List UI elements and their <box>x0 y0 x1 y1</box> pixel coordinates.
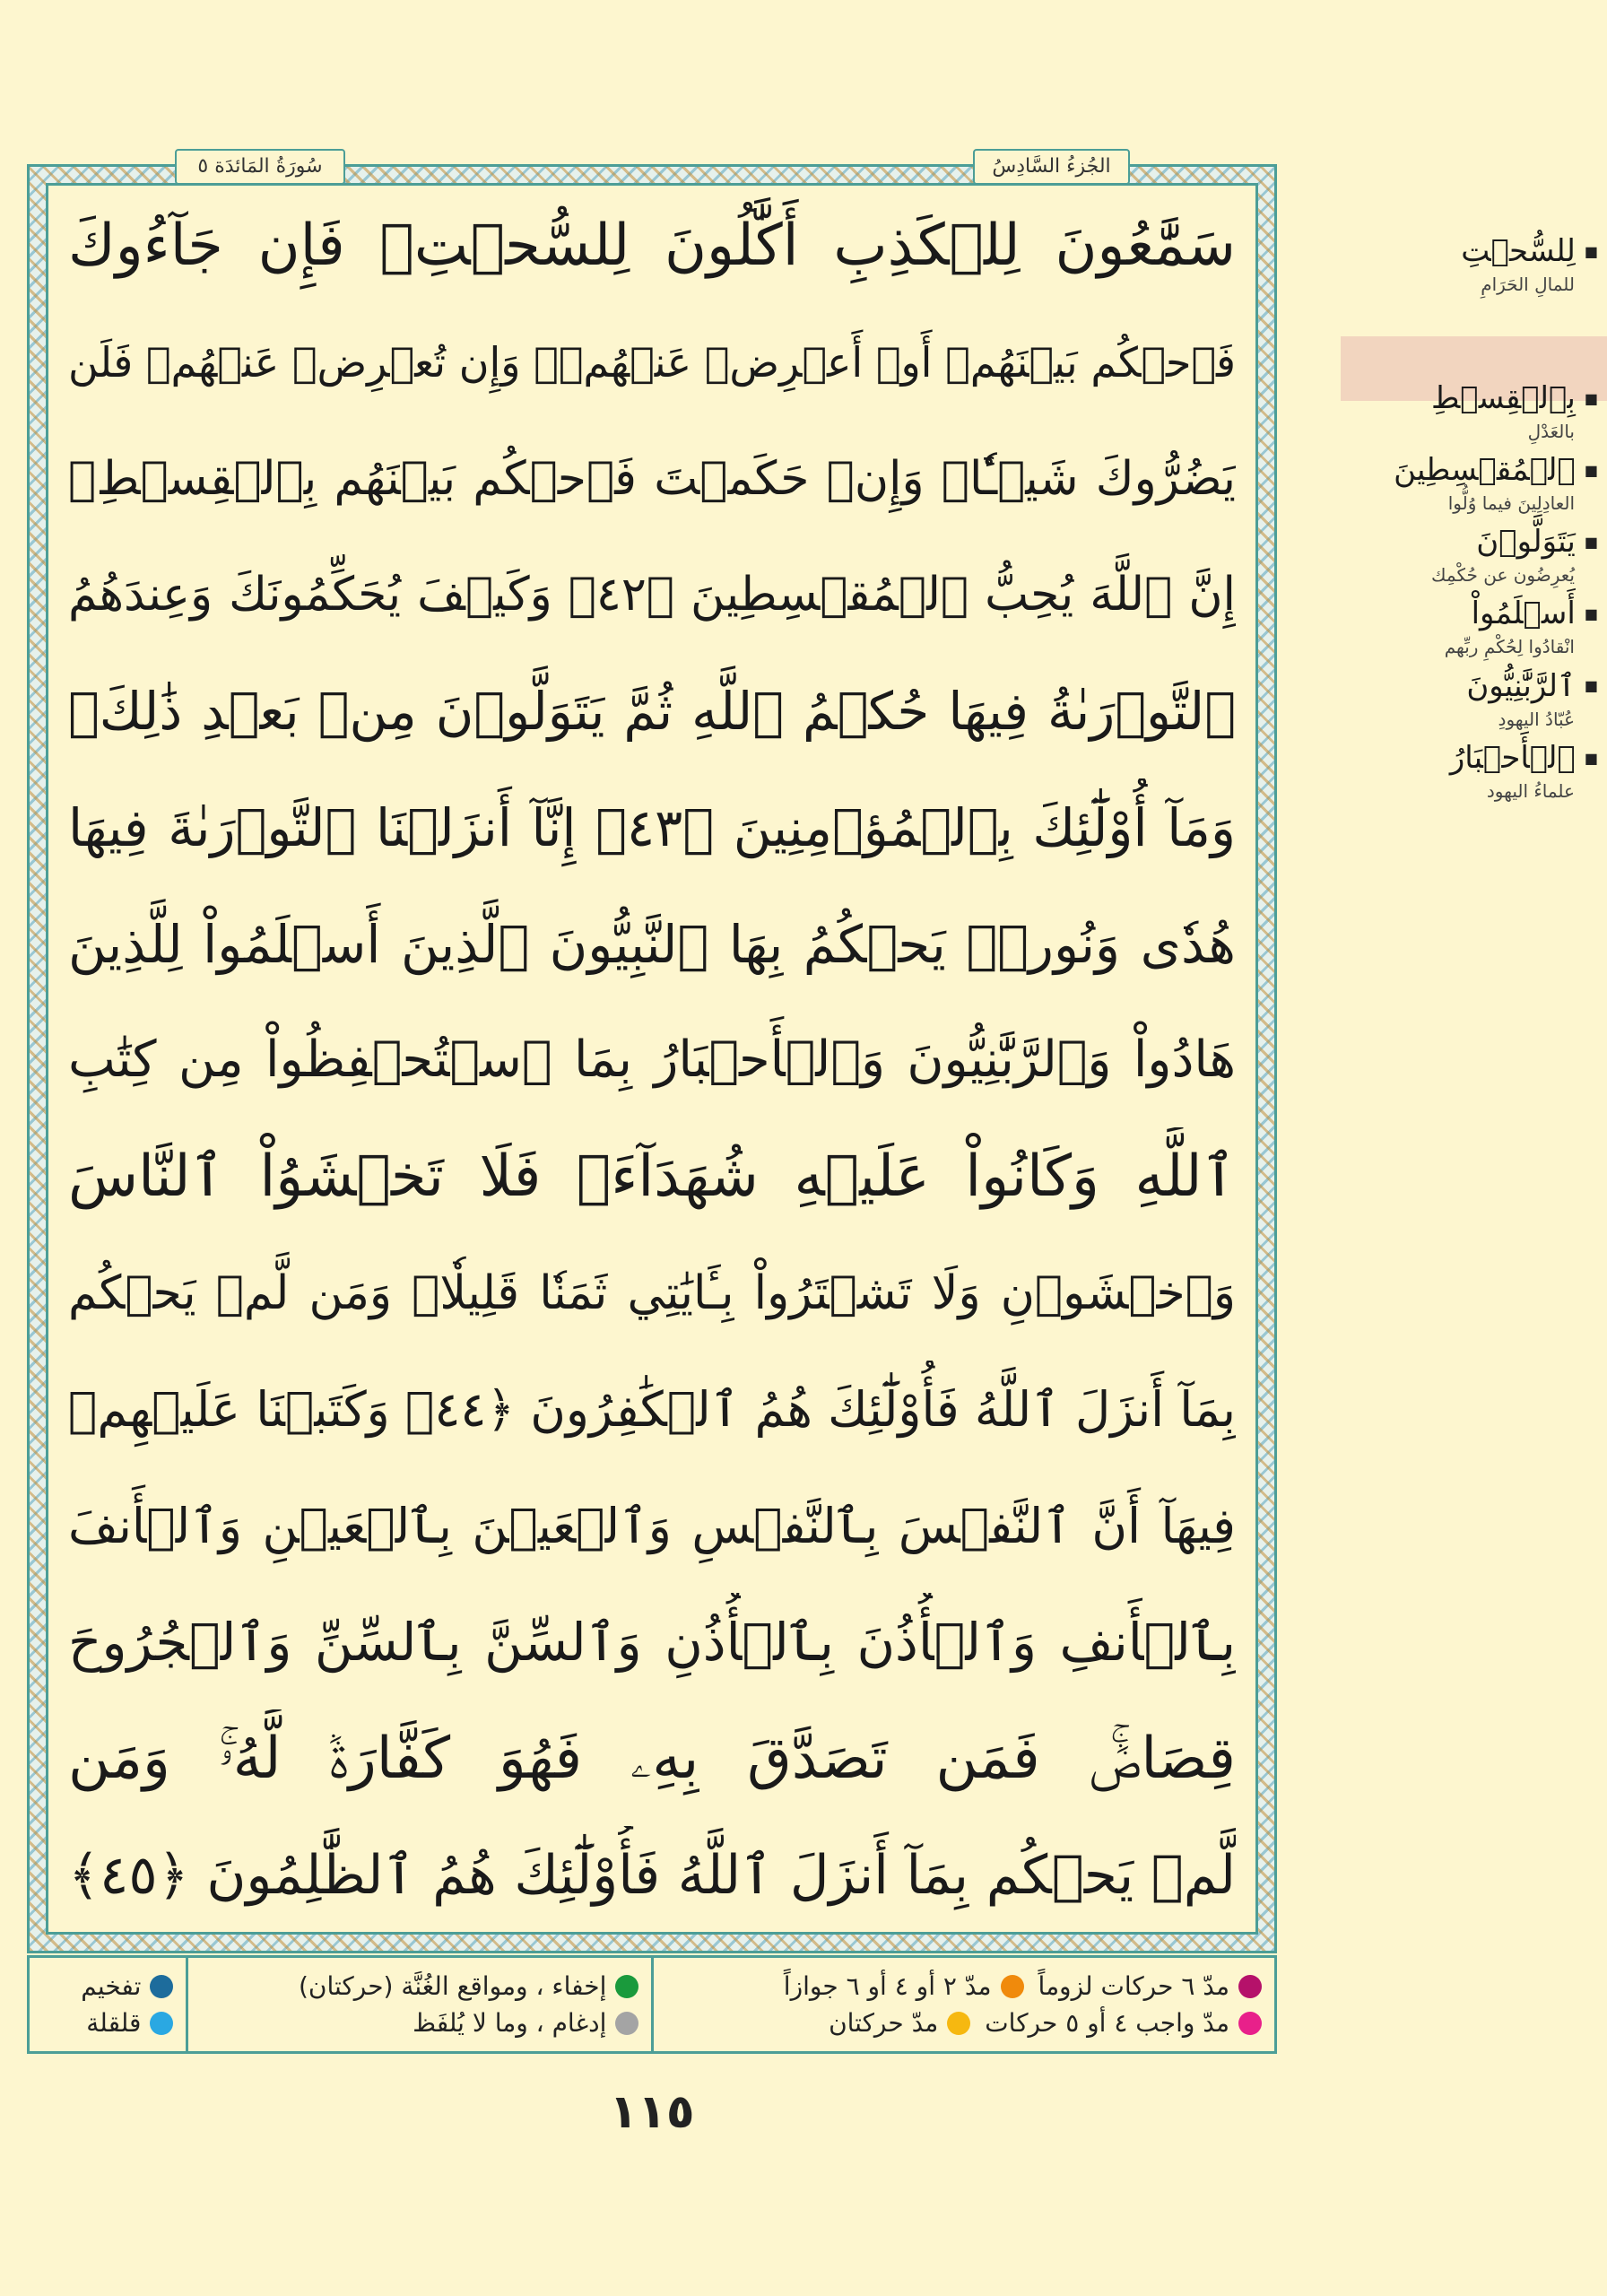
color-dot-icon <box>615 2012 638 2035</box>
glossary-term: ■ أَسۡلَمُواْ <box>1284 596 1598 631</box>
verse-line: هَادُواْ وَٱلرَّبَّٰنِيُّونَ وَٱلۡأَحۡبَارُ بِمَا ٱسۡتُحۡفِظُواْ مِن كِتَٰبِ <box>68 1031 1236 1090</box>
glossary-meaning: بالعَدْلِ <box>1527 421 1575 442</box>
glossary-term: ■ ٱلۡأَحۡبَارُ <box>1284 740 1598 776</box>
verse-line: لَّمۡ يَحۡكُم بِمَآ أَنزَلَ ٱللَّهُ فَأُوْلَٰٓئِكَ هُمُ ٱلظَّٰلِمُونَ ﴿٤٥﴾ <box>68 1843 1236 1907</box>
legend-label: قلقلة <box>86 2008 142 2038</box>
glossary-term: ■ ٱلرَّبَّٰنِيُّونَ <box>1284 667 1598 704</box>
color-dot-icon <box>947 2012 970 2035</box>
legend-item <box>985 2008 1262 2038</box>
legend-item <box>784 1971 1024 2001</box>
glossary-item <box>1284 740 1598 806</box>
legend-label: مدّ ٢ أو ٤ أو ٦ جوازاً <box>783 1971 992 2001</box>
glossary-item <box>1284 596 1598 662</box>
glossary-item <box>1284 380 1598 447</box>
glossary-item <box>1284 233 1598 300</box>
verse-line: سَمَّٰعُونَ لِلۡكَذِبِ أَكَّٰلُونَ لِلسُّحۡتِۚ فَإِن جَآءُوكَ <box>68 213 1236 279</box>
verse-lines <box>68 196 1236 1925</box>
surah-label: سُورَةُ المَائدَة ٥ <box>175 149 345 185</box>
verse-line: وَمَآ أُوْلَٰٓئِكَ بِٱلۡمُؤۡمِنِينَ ﴿٤٣﴾ إِنَّآ أَنزَلۡنَا ٱلتَّوۡرَىٰةَ فِيهَا <box>68 796 1236 858</box>
verse-line: بِمَآ أَنزَلَ ٱللَّهُ فَأُوْلَٰٓئِكَ هُمُ ٱلۡكَٰفِرُونَ ﴿٤٤﴾ وَكَتَبۡنَا عَلَيۡهِمۡ <box>68 1380 1236 1438</box>
legend-item <box>1038 1971 1262 2001</box>
legend-item <box>42 1971 173 2001</box>
glossary-term: ■ لِلسُّحۡتِ <box>1284 233 1598 269</box>
color-dot-icon <box>615 1975 638 1998</box>
glossary-meaning: للمالِ الحَرَامِ <box>1481 274 1575 295</box>
color-dot-icon <box>150 2012 173 2035</box>
color-dot-icon <box>1001 1975 1024 1998</box>
glossary-item <box>1284 524 1598 590</box>
glossary-meaning: عُبّادُ اليهودِ <box>1498 709 1575 730</box>
verse-area <box>46 183 1258 1935</box>
legend-column-tafkhim <box>30 1958 186 2051</box>
page-frame <box>27 164 1277 1953</box>
legend-label: مدّ ٦ حركات لزوماً <box>1038 1971 1229 2001</box>
verse-line: هُدٗى وَنُورٞۚ يَحۡكُمُ بِهَا ٱلنَّبِيُّونَ ٱلَّذِينَ أَسۡلَمُواْ لِلَّذِينَ <box>68 913 1236 975</box>
glossary-meaning: العادِلِينَ فيما وُلُّوا <box>1447 492 1575 514</box>
verse-line: إِنَّ ٱللَّهَ يُحِبُّ ٱلۡمُقۡسِطِينَ ﴿٤٢﴾ وَكَيۡفَ يُحَكِّمُونَكَ وَعِندَهُمُ <box>68 568 1236 622</box>
glossary-term: ■ بِٱلۡقِسۡطِ <box>1284 380 1598 416</box>
legend-label: مدّ حركتان <box>829 2008 939 2038</box>
legend-column-madd <box>651 1958 1274 2051</box>
legend-item <box>42 2008 173 2038</box>
verse-line: فِيهَآ أَنَّ ٱلنَّفۡسَ بِٱلنَّفۡسِ وَٱلۡعَيۡنَ بِٱلۡعَيۡنِ وَٱلۡأَنفَ <box>68 1497 1236 1554</box>
glossary-item <box>1284 452 1598 518</box>
verse-line: يَضُرُّوكَ شَيۡـٔٗاۖ وَإِنۡ حَكَمۡتَ فَٱحۡكُم بَيۡنَهُم بِٱلۡقِسۡطِۚ <box>68 451 1236 506</box>
page-number: ١١٥ <box>609 2085 695 2139</box>
legend-column-ghunna <box>186 1958 651 2051</box>
legend-item <box>201 1971 638 2001</box>
color-dot-icon <box>1238 2012 1262 2035</box>
glossary-term: ■ يَتَوَلَّوۡنَ <box>1284 524 1598 560</box>
legend-label: مدّ واجب ٤ أو ٥ حركات <box>985 2008 1229 2038</box>
glossary-meaning: يُعرِضُون عن حُكْمِك <box>1431 564 1575 586</box>
legend-label: إدغام ، وما لا يُلفَظ <box>413 2008 607 2038</box>
legend-label: إخفاء ، ومواقع الغُنَّة (حركتان) <box>298 1971 607 2001</box>
verse-line: وَٱخۡشَوۡنِ وَلَا تَشۡتَرُواْ بِـَٔايَٰتِي ثَمَنٗا قَلِيلٗاۚ وَمَن لَّمۡ يَحۡكُم <box>68 1266 1236 1321</box>
glossary-term: ■ ٱلۡمُقۡسِطِينَ <box>1284 452 1598 488</box>
verse-line: ٱللَّهِ وَكَانُواْ عَلَيۡهِ شُهَدَآءَۚ فَلَا تَخۡشَوُاْ ٱلنَّاسَ <box>68 1144 1236 1211</box>
verse-line: ٱلتَّوۡرَىٰةُ فِيهَا حُكۡمُ ٱللَّهِ ثُمَّ يَتَوَلَّوۡنَ مِنۢ بَعۡدِ ذَٰلِكَۚ <box>68 681 1236 743</box>
verse-line: بِٱلۡأَنفِ وَٱلۡأُذُنَ بِٱلۡأُذُنِ وَٱلسِّنَّ بِٱلسِّنِّ وَٱلۡجُرُوحَ <box>68 1612 1236 1674</box>
tajweed-legend <box>27 1955 1277 2054</box>
glossary-item <box>1284 667 1598 735</box>
legend-label: تفخيم <box>81 1971 142 2001</box>
color-dot-icon <box>1238 1975 1262 1998</box>
verse-line: قِصَاصٞۚ فَمَن تَصَدَّقَ بِهِۦ فَهُوَ كَفَّارَةٞ لَّهُۥۚ وَمَن <box>68 1726 1236 1793</box>
color-dot-icon <box>150 1975 173 1998</box>
verse-line: فَٱحۡكُم بَيۡنَهُمۡ أَوۡ أَعۡرِضۡ عَنۡهُمۡۖ وَإِن تُعۡرِضۡ عَنۡهُمۡ فَلَن <box>68 337 1236 387</box>
juz-label: الجُزءُ السَّادِسُ <box>973 149 1130 185</box>
glossary-sidebar <box>1284 233 1598 812</box>
legend-item <box>829 2008 970 2038</box>
glossary-meaning: انْقادُوا لِحُكْمِ ربِّهم <box>1444 636 1575 657</box>
legend-item <box>201 2008 638 2038</box>
glossary-meaning: علماءُ اليهود <box>1486 780 1575 802</box>
